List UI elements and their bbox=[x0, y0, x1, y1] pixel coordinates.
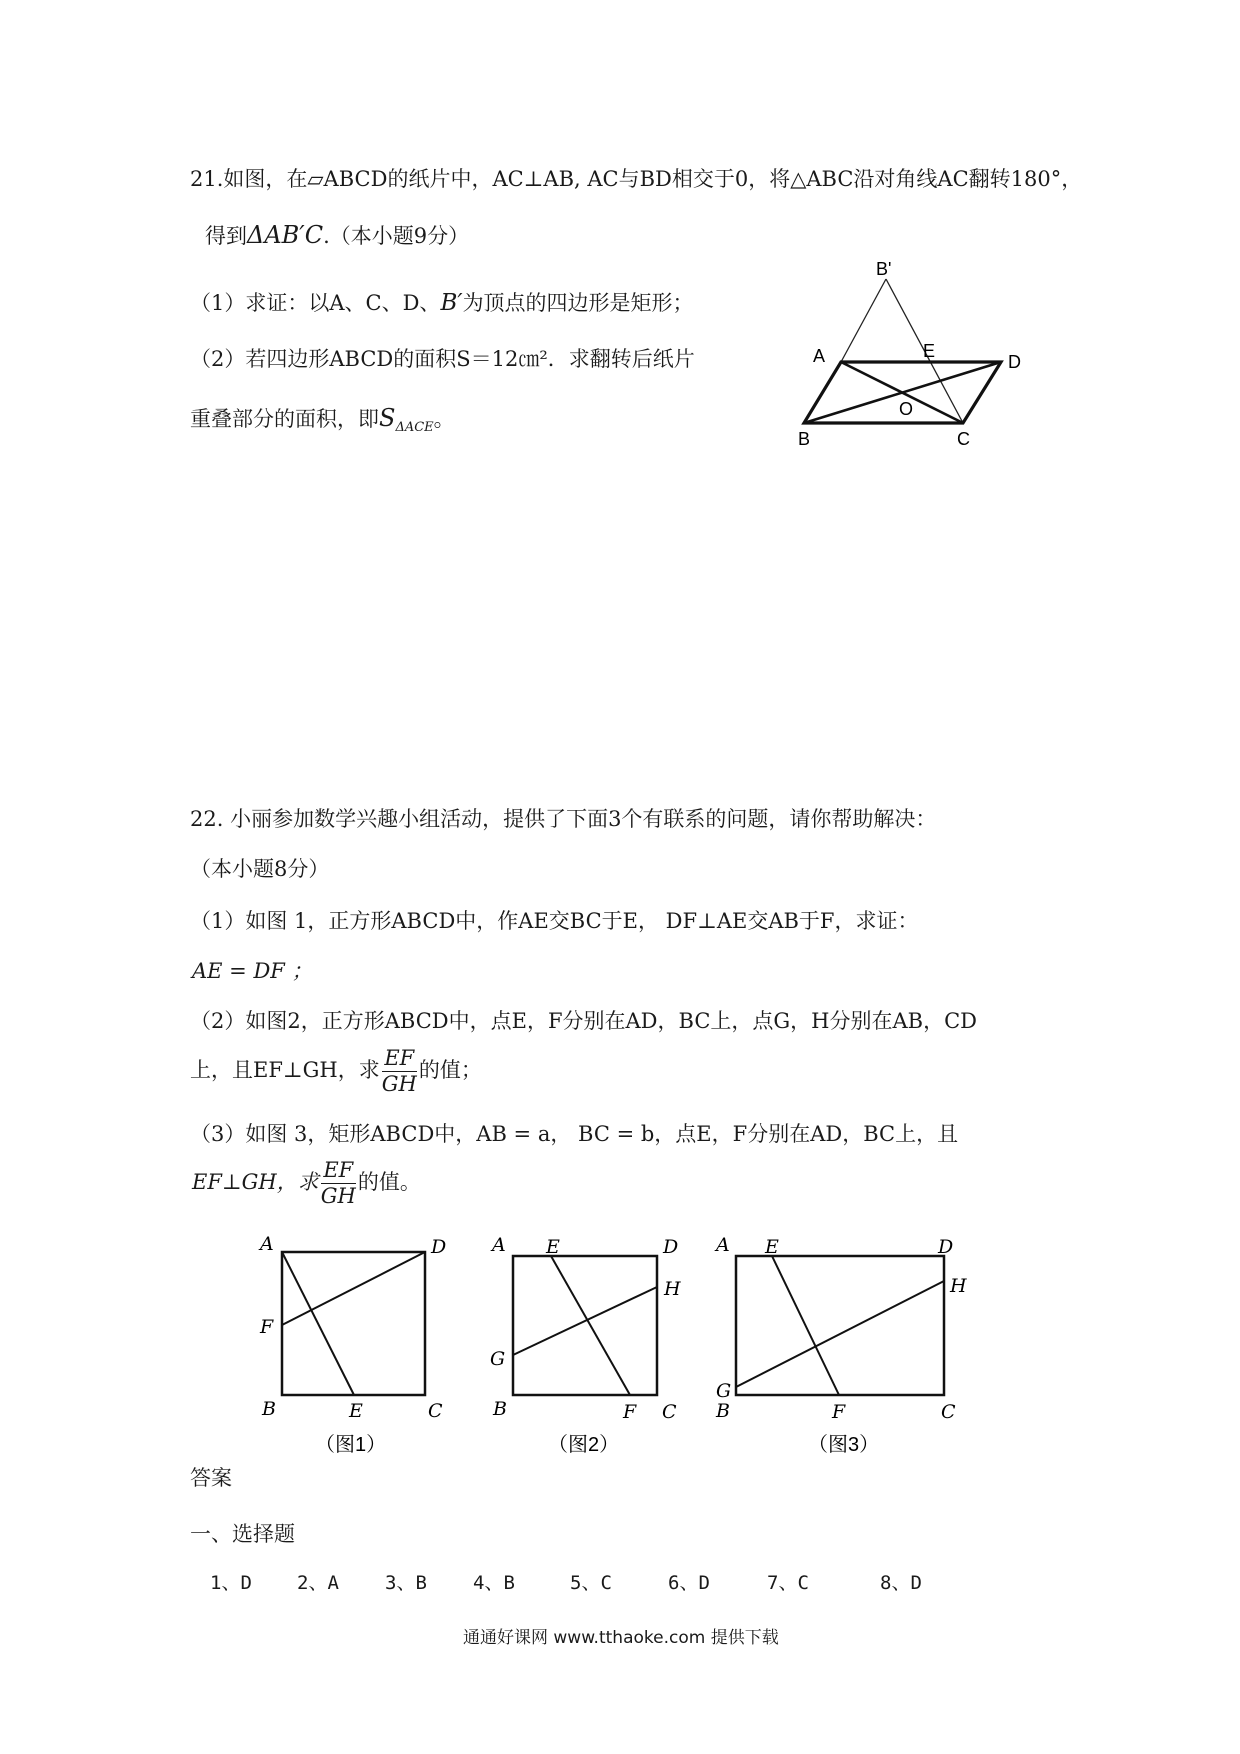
fig2-label-c: C bbox=[662, 1401, 677, 1423]
fig1-line-ae bbox=[282, 1252, 354, 1395]
q22-figure-3 bbox=[714, 1234, 967, 1456]
fig2-line-ef bbox=[551, 1256, 630, 1395]
q22-part3-frac-num: EF bbox=[321, 1160, 356, 1184]
fig2-label-h: H bbox=[664, 1278, 681, 1300]
q21-line-bprime-a bbox=[841, 279, 886, 362]
fig3-label-e: E bbox=[765, 1236, 779, 1258]
q22-part2-end: 的值； bbox=[418, 1058, 482, 1082]
q21-part2-end: 。 bbox=[433, 407, 455, 431]
fig3-rectangle bbox=[736, 1256, 944, 1395]
fig2-caption: （图2） bbox=[548, 1434, 620, 1456]
fig2-square bbox=[513, 1256, 657, 1395]
q22-part2: （2）如图2，正方形ABCD中，点E，F分别在AD，BC上，点G，H分别在AB，CD bbox=[190, 1009, 977, 1033]
q21-line2-pre: 得到 bbox=[205, 224, 247, 248]
answer-item: 4、B bbox=[473, 1572, 515, 1594]
fig3-label-g: G bbox=[716, 1380, 732, 1402]
q22-part2-frac-den: GH bbox=[381, 1072, 417, 1096]
page-footer: 通通好课网 www.tthaoke.com 提供下载 bbox=[463, 1628, 779, 1648]
q22-figures bbox=[250, 1225, 1070, 1460]
q21-label-e: E bbox=[923, 341, 936, 361]
fig1-label-e: E bbox=[349, 1400, 363, 1422]
fig1-square bbox=[282, 1252, 425, 1395]
q22-part3: （3）如图 3，矩形ABCD中，AB = a， BC = b，点E，F分别在AD，BC上，且 bbox=[190, 1122, 959, 1146]
q21-line2-math: ΔAB′C bbox=[247, 221, 324, 249]
answers-heading: 答案 bbox=[190, 1466, 232, 1490]
q21-label-c: C bbox=[957, 429, 970, 449]
q21-part2: （2）若四边形ABCD的面积S＝12㎝²．求翻转后纸片 bbox=[190, 347, 695, 371]
q21-part2-cont bbox=[190, 403, 455, 435]
q21-part1-pre: （1）求证：以A、C、D、 bbox=[190, 291, 441, 315]
q21-part2-cont-text: 重叠部分的面积，即 bbox=[190, 407, 379, 431]
fig2-line-gh bbox=[513, 1287, 657, 1355]
fig3-label-a: A bbox=[716, 1234, 730, 1256]
fig2-label-a: A bbox=[492, 1234, 506, 1256]
fig1-line-df bbox=[282, 1252, 425, 1325]
q22-part2-fraction bbox=[382, 1048, 417, 1095]
fig1-label-a: A bbox=[260, 1233, 274, 1255]
answer-item: 5、C bbox=[570, 1572, 612, 1594]
fig3-line-ef bbox=[772, 1256, 839, 1395]
q21-line2-post: .（本小题9分） bbox=[323, 224, 470, 248]
answer-item: 6、D bbox=[668, 1572, 710, 1594]
q22-line1: 22. 小丽参加数学兴趣小组活动，提供了下面3个有联系的问题，请你帮助解决： bbox=[190, 807, 937, 831]
fig1-label-f: F bbox=[260, 1316, 274, 1338]
q22-figure-2 bbox=[490, 1234, 681, 1456]
q21-parallelogram-figure bbox=[780, 255, 1040, 460]
fig3-label-h: H bbox=[950, 1275, 967, 1297]
fig2-label-b: B bbox=[493, 1398, 507, 1420]
q22-part1-eq: AE = DF ； bbox=[192, 959, 313, 983]
fig2-label-d: D bbox=[663, 1236, 679, 1258]
answer-item: 2、A bbox=[297, 1572, 339, 1594]
q22-figure-1 bbox=[258, 1233, 446, 1456]
fig2-label-f: F bbox=[623, 1401, 637, 1423]
q21-label-a: A bbox=[813, 346, 826, 366]
fig1-label-b: B bbox=[262, 1398, 276, 1420]
fig1-label-d: D bbox=[431, 1236, 447, 1258]
q22-part2-cont bbox=[190, 1040, 482, 1100]
answer-item: 8、D bbox=[880, 1572, 922, 1594]
q22-part3-end: 的值。 bbox=[357, 1170, 421, 1194]
answer-item: 7、C bbox=[767, 1572, 809, 1594]
fig3-label-d: D bbox=[938, 1236, 954, 1258]
q22-part3-frac-den: GH bbox=[320, 1184, 356, 1208]
q22-part2-cont-text: 上，且EF⊥GH，求 bbox=[190, 1058, 380, 1082]
fig3-label-b: B bbox=[716, 1400, 730, 1422]
fig1-caption: （图1） bbox=[315, 1434, 387, 1456]
q21-part1-math: B′ bbox=[440, 290, 463, 316]
q21-label-d: D bbox=[1008, 352, 1021, 372]
q22-part2-frac-num: EF bbox=[382, 1048, 417, 1072]
fig3-label-c: C bbox=[941, 1401, 956, 1423]
fig3-label-f: F bbox=[832, 1401, 846, 1423]
q21-part1 bbox=[190, 287, 694, 317]
fig1-label-c: C bbox=[428, 1400, 443, 1422]
q21-line1: 21.如图，在▱ABCD的纸片中，AC⊥AB, AC与BD相交于0，将△ABC沿对角线AC翻转180°， bbox=[190, 167, 1083, 191]
q22-line2: （本小题8分） bbox=[190, 857, 330, 881]
q21-line2 bbox=[205, 220, 469, 250]
q21-area-symbol: S bbox=[379, 404, 396, 432]
fig3-caption: （图3） bbox=[808, 1434, 880, 1456]
q21-part1-post: 为顶点的四边形是矩形； bbox=[462, 291, 694, 315]
q22-part1: （1）如图 1，正方形ABCD中，作AE交BC于E， DF⊥AE交AB于F，求证： bbox=[190, 909, 919, 933]
q22-part3-fraction bbox=[321, 1160, 356, 1207]
q21-label-o: O bbox=[899, 399, 914, 419]
q21-label-b: B bbox=[798, 429, 811, 449]
q22-part3-cont-text: EF⊥GH，求 bbox=[192, 1170, 319, 1194]
fig3-line-gh bbox=[736, 1281, 944, 1387]
answer-item: 3、B bbox=[385, 1572, 427, 1594]
fig2-label-g: G bbox=[490, 1348, 506, 1370]
fig2-label-e: E bbox=[546, 1236, 560, 1258]
q21-label-bprime: B' bbox=[876, 259, 892, 279]
answers-section-title: 一、选择题 bbox=[190, 1522, 295, 1546]
q21-area-subscript: ΔACE bbox=[395, 420, 434, 436]
answer-item: 1、D bbox=[210, 1572, 252, 1594]
q22-part3-cont bbox=[192, 1152, 421, 1212]
